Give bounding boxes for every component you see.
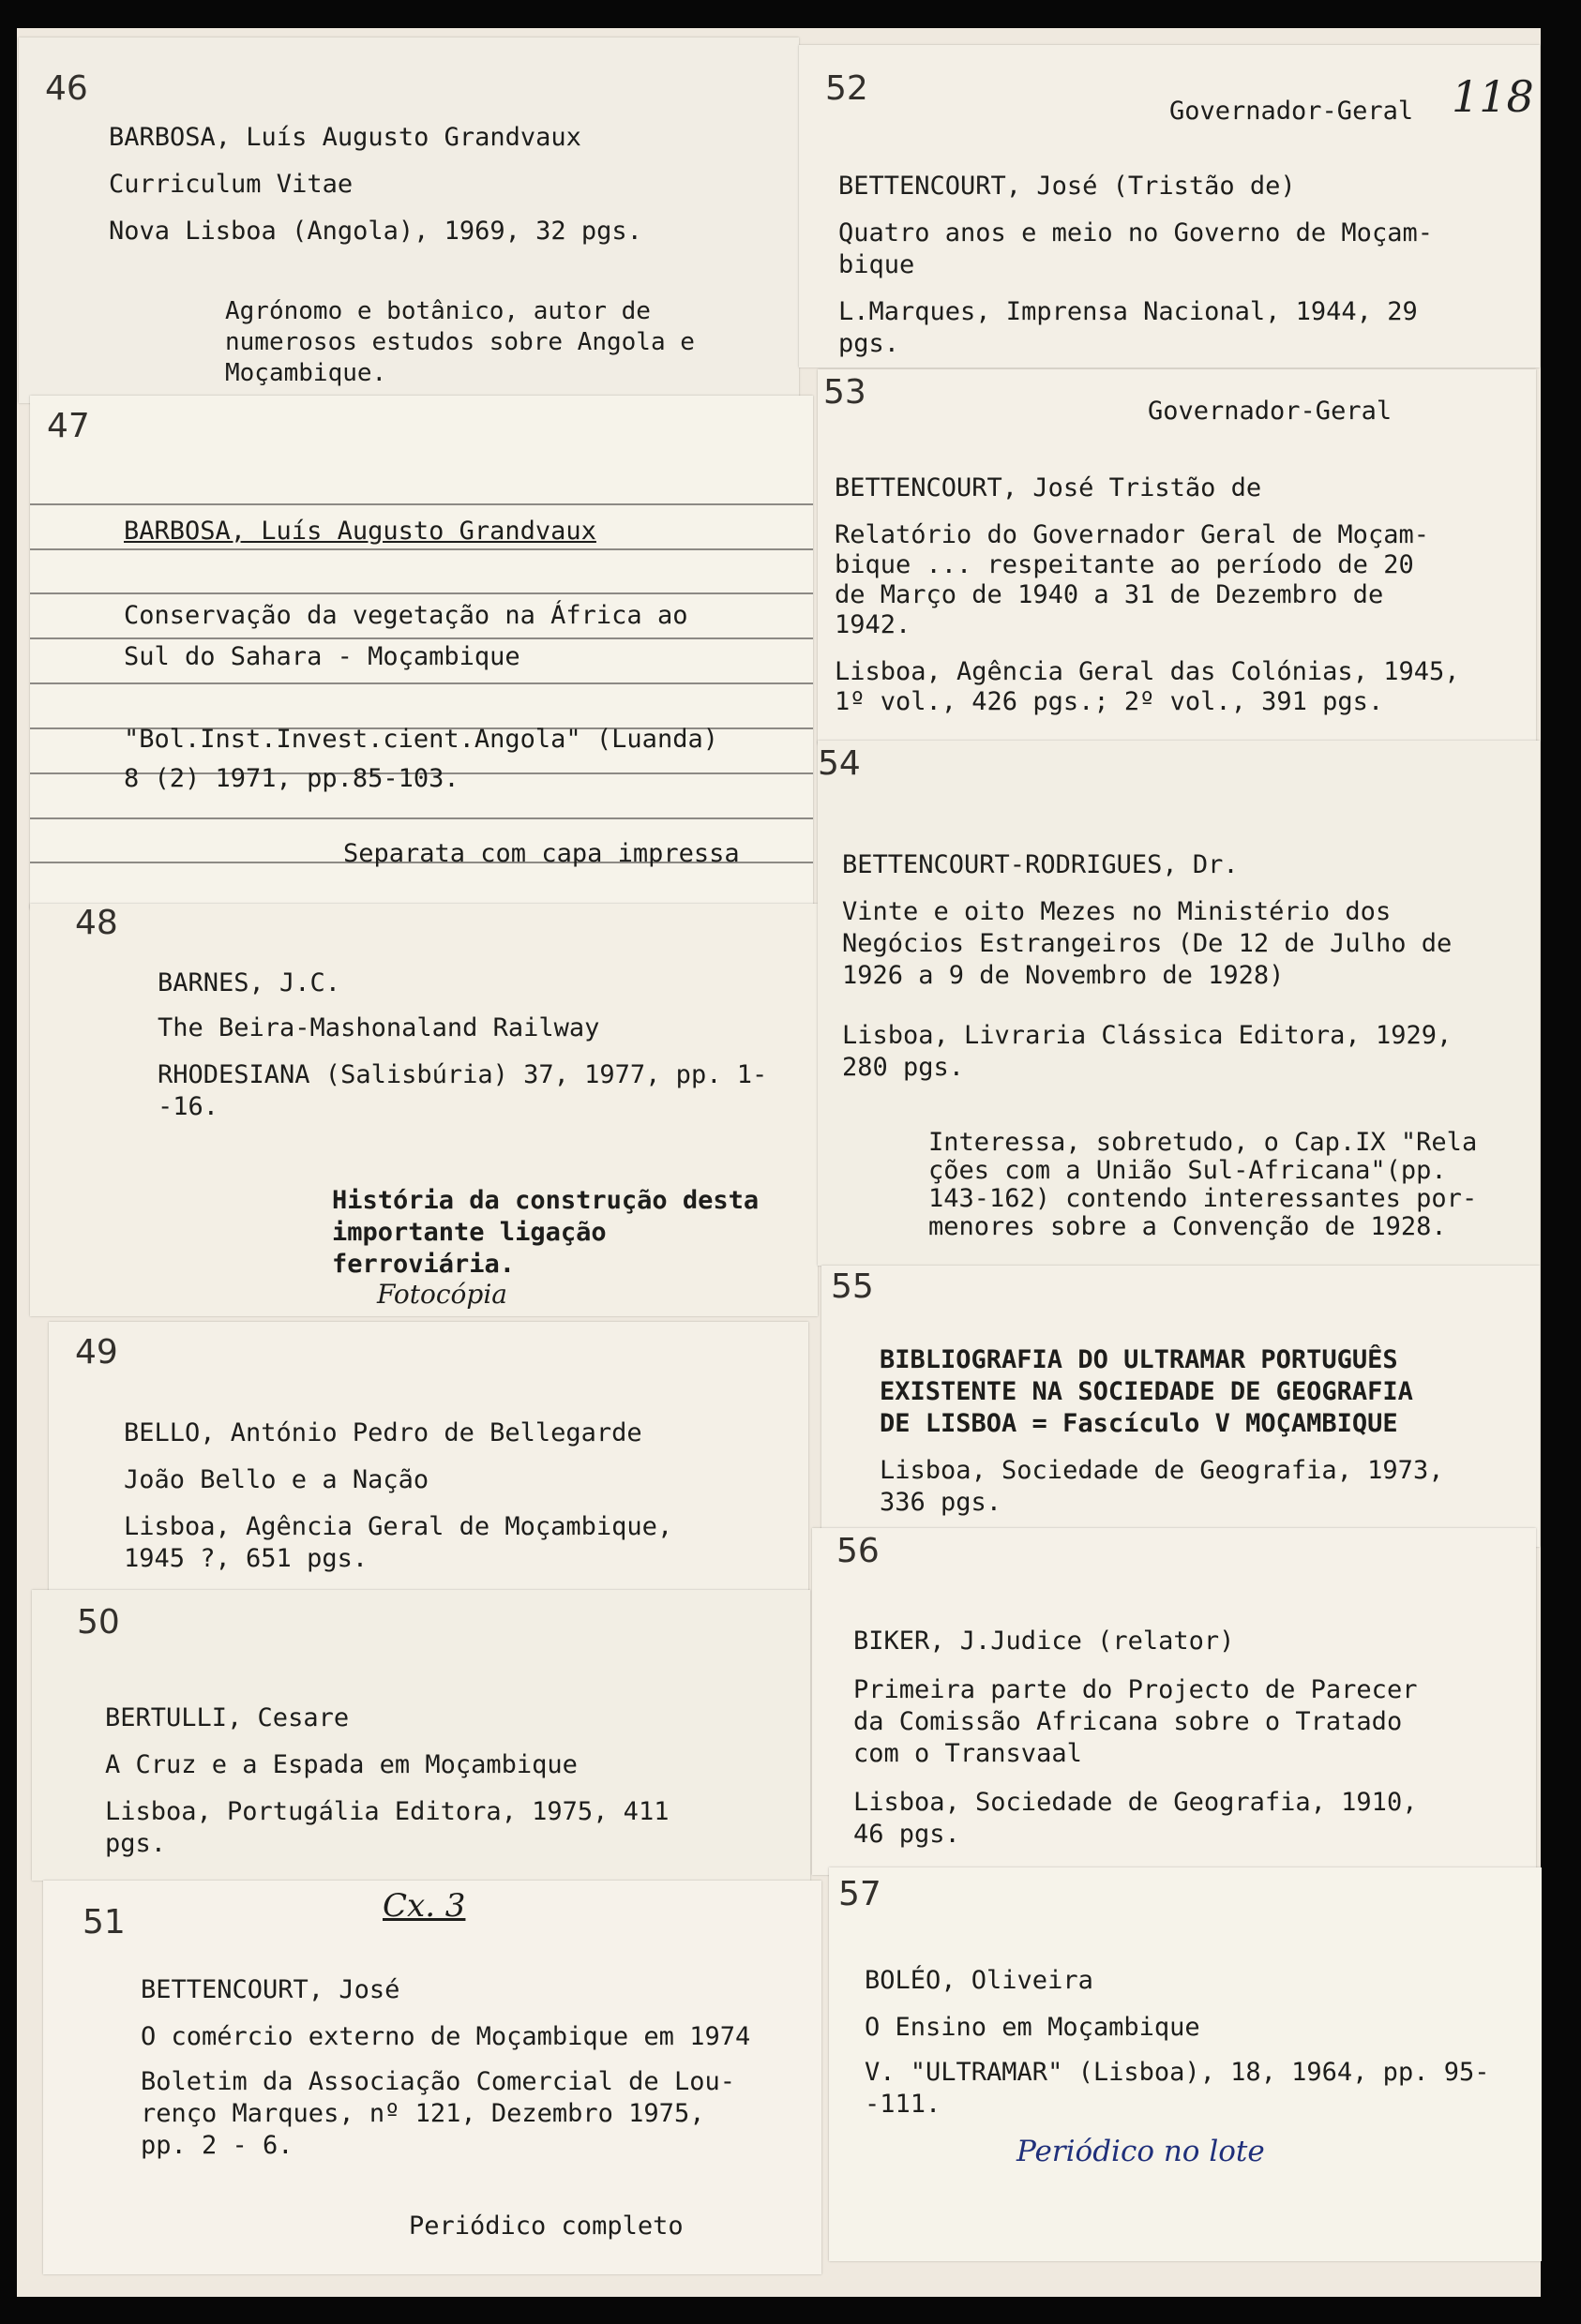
card-author: BIKER, J.Judice (relator) (853, 1627, 1235, 1656)
card-title: The Beira-Mashonaland Railway (158, 1013, 600, 1042)
card-note: Agrónomo e botânico, autor de numerosos estudos sobre Angola e Moçambique. (225, 297, 695, 387)
card-author: BETTENCOURT, José Tristão de (835, 473, 1262, 502)
catalog-card-52 (799, 45, 1540, 367)
card-imprint-line-1: Lisboa, Sociedade de Geografia, 1910, (853, 1788, 1418, 1817)
card-imprint-line-2: 46 pgs. (853, 1820, 960, 1849)
card-note-line-3: 143-162) contendo interessantes por- (928, 1184, 1478, 1213)
card-note-line-2: ções com a União Sul-Africana"(pp. (928, 1156, 1447, 1185)
card-title: O comércio externo de Moçambique em 1974 (141, 2022, 751, 2051)
card-title: Curriculum Vitae (109, 170, 354, 199)
card-number: 48 (75, 904, 118, 942)
card-title-line-3: de Março de 1940 a 31 de Dezembro de (835, 580, 1384, 609)
card-note-line-1: Interessa, sobretudo, o Cap.IX "Rela (928, 1128, 1478, 1157)
catalog-card-54 (818, 741, 1540, 1266)
card-imprint-line-1: Lisboa, Portugália Editora, 1975, 411 (105, 1797, 670, 1826)
card-number: 51 (83, 1903, 126, 1942)
catalog-card-47 (30, 396, 813, 909)
card-imprint-line-2: 280 pgs. (842, 1053, 965, 1082)
card-note: História da construção desta importante ligação ferroviária. (332, 1186, 760, 1279)
card-imprint-line-1: Lisboa, Agência Geral de Moçambique, (124, 1512, 673, 1541)
handwritten-note: Periódico no lote (1016, 2135, 1265, 2168)
catalog-card-49 (49, 1322, 808, 1594)
card-imprint: Nova Lisboa (Angola), 1969, 32 pgs. (109, 217, 642, 246)
card-title: O Ensino em Moçambique (865, 2013, 1200, 2042)
card-author: BETTENCOURT, José (141, 1975, 400, 2004)
card-author: BERTULLI, Cesare (105, 1703, 350, 1732)
card-author: BOLÉO, Oliveira (865, 1966, 1093, 1995)
card-title-line-3: 1926 a 9 de Novembro de 1928) (842, 961, 1285, 990)
card-source-line-1: V. "ULTRAMAR" (Lisboa), 18, 1964, pp. 95- (865, 2058, 1490, 2087)
card-title-line-1: Relatório do Governador Geral de Moçam- (835, 520, 1429, 549)
card-author: BARNES, J.C. (158, 968, 341, 997)
handwritten-note: Fotocópia (377, 1279, 507, 1310)
card-author: BETTENCOURT, José (Tristão de) (838, 172, 1296, 201)
card-title-line-1: Primeira parte do Projecto de Parecer (853, 1675, 1418, 1704)
card-title: João Bello e a Nação (124, 1465, 429, 1494)
card-note-line-4: menores sobre a Convenção de 1928. (928, 1212, 1447, 1241)
card-number: 50 (77, 1603, 120, 1642)
card-imprint-line-2: 1945 ?, 651 pgs. (124, 1544, 369, 1573)
card-number: 46 (45, 69, 88, 108)
card-source-line-2: -111. (865, 2090, 941, 2119)
card-title-line-4: 1942. (835, 610, 911, 639)
catalog-card-50 (32, 1590, 810, 1881)
card-number: 55 (831, 1267, 874, 1306)
card-source-line-3: pp. 2 - 6. (141, 2131, 294, 2160)
catalog-card-56 (812, 1528, 1536, 1875)
catalog-card-53 (818, 369, 1536, 744)
card-number: 49 (75, 1333, 118, 1372)
card-author: BELLO, António Pedro de Bellegarde (124, 1418, 642, 1447)
card-source-line-2: renço Marques, nº 121, Dezembro 1975, (141, 2099, 705, 2128)
catalog-card-57 (829, 1867, 1542, 2261)
card-imprint-line-1: L.Marques, Imprensa Nacional, 1944, 29 (838, 297, 1418, 326)
card-author: BARBOSA, Luís Augusto Grandvaux (109, 123, 581, 152)
box-label: Cx. 3 (383, 1887, 466, 1925)
catalog-card-55 (821, 1266, 1540, 1547)
card-number: 57 (838, 1875, 881, 1913)
card-role: Governador-Geral (1169, 97, 1414, 126)
card-source-line-1: "Bol.Inst.Invest.cient.Angola" (Luanda) (124, 725, 718, 754)
card-title-line-2: da Comissão Africana sobre o Tratado (853, 1707, 1403, 1736)
card-title-line-1: BIBLIOGRAFIA DO ULTRAMAR PORTUGUÊS (880, 1345, 1398, 1374)
card-title-line-2: Sul do Sahara - Moçambique (124, 642, 520, 671)
card-number: 52 (825, 69, 868, 108)
card-imprint-line-2: 336 pgs. (880, 1488, 1002, 1517)
card-title-line-2: Negócios Estrangeiros (De 12 de Julho de (842, 929, 1453, 958)
card-imprint-line-2: pgs. (105, 1829, 167, 1858)
card-title: A Cruz e a Espada em Moçambique (105, 1750, 578, 1779)
card-source-line-1: RHODESIANA (Salisbúria) 37, 1977, pp. 1- (158, 1060, 768, 1089)
card-author: BETTENCOURT-RODRIGUES, Dr. (842, 850, 1239, 879)
card-imprint-line-2: 1º vol., 426 pgs.; 2º vol., 391 pgs. (835, 687, 1384, 716)
card-number: 53 (823, 373, 866, 412)
card-role: Governador-Geral (1148, 397, 1393, 426)
card-title-line-3: DE LISBOA = Fascículo V MOÇAMBIQUE (880, 1409, 1398, 1438)
card-title-line-2: bique ... respeitante ao período de 20 (835, 550, 1414, 579)
card-imprint-line-2: pgs. (838, 329, 900, 358)
card-title-line-1: Quatro anos e meio no Governo de Moçam- (838, 218, 1433, 247)
card-title-line-1: Conservação da vegetação na África ao (124, 601, 688, 630)
card-number: 56 (836, 1532, 880, 1570)
catalog-card-48 (30, 904, 818, 1316)
card-author: BARBOSA, Luís Augusto Grandvaux (124, 517, 596, 546)
card-title-line-3: com o Transvaal (853, 1739, 1082, 1768)
card-imprint-line-1: Lisboa, Agência Geral das Colónias, 1945, (835, 657, 1460, 686)
card-title-line-1: Vinte e oito Mezes no Ministério dos (842, 897, 1392, 926)
card-imprint-line-1: Lisboa, Livraria Clássica Editora, 1929, (842, 1021, 1453, 1050)
card-note: Periódico completo (409, 2212, 684, 2241)
card-title-line-2: bique (838, 250, 915, 279)
card-note: Separata com capa impressa (343, 839, 740, 868)
card-number: 54 (818, 744, 861, 783)
card-number: 47 (47, 407, 90, 445)
card-title-line-2: EXISTENTE NA SOCIEDADE DE GEOGRAFIA (880, 1377, 1413, 1406)
card-source-line-2: 8 (2) 1971, pp.85-103. (124, 764, 459, 793)
catalog-card-46 (19, 37, 799, 403)
card-source-line-2: -16. (158, 1092, 219, 1121)
catalog-card-51 (43, 1881, 821, 2274)
page-corner-number: 118 (1452, 71, 1534, 122)
card-imprint-line-1: Lisboa, Sociedade de Geografia, 1973, (880, 1456, 1444, 1485)
card-source-line-1: Boletim da Associação Comercial de Lou- (141, 2067, 735, 2096)
